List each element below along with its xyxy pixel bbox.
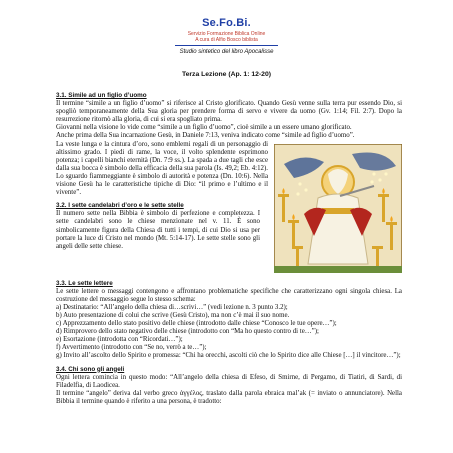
list-item: c) Apprezzamento dello stato positivo delle chiese (introdotto dalle chiese “Conosco le tue opere…”); [56, 320, 337, 328]
document-body [56, 92, 402, 406]
christ-among-candlesticks-illustration [274, 144, 402, 273]
section-heading: 3.2. I sette candelabri d’oro e le sette stelle [56, 202, 184, 210]
paragraph: Le sette lettere o messaggi contengono e affrontano problematiche specifiche che caratterizzano ogni singola chiesa. La costruzione del messaggio segue lo stesso schema: [56, 287, 402, 303]
section-heading: 3.1. Simile ad un figlio d’uomo [56, 92, 147, 99]
publisher-title: Se.Fo.Bi. [202, 17, 251, 29]
list-item: f) Avvertimento (introdotto con “Se no, verrò a te…”); [56, 344, 207, 352]
paragraph: La veste lunga e la cintura d’oro, sono emblemi regali di un personaggio di altissimo grado. I piedi di rame, la voce, il volto splendente esprimono potenza; i capelli bianchi eternità (Dn. 7:9 ss.). La spada a due tagli che esce dalla sua bocca è simbolo della efficacia della sua parola (Is. 49,2; Eb. 4:12). Lo sguardo fiammeggiante è simbolo di autorità e potenza (Dn. 10:6). Nella visione Gesù ha le caratteristiche tipiche di Dio: “il primo e l’ultimo e il vivente”. [56, 140, 268, 197]
list-item: d) Rimprovero dello stato negativo delle chiese (introdotto con “Ma ho questo contro di te…”); [56, 328, 319, 336]
list-item: a) Destinatario: “All’angelo della chiesa di…scrivi…” (vedi lezione n. 3 punto 3.2); [56, 303, 288, 311]
list-item: e) Esortazione (introdotta con “Ricordati…”); [56, 336, 183, 344]
paragraph: Il termine “angelo” deriva dal verbo greco ἀγγέλος, traslato dalla parola ebraica mal’ak (= inviato o annunciatore). Nella Bibbia il termine quando è riferito a una persona, è tradotto: [56, 389, 402, 405]
header-divider [175, 45, 278, 46]
study-title: Studio sintetico del libro Apocalisse [179, 49, 274, 55]
paragraph: Giovanni nella visione lo vide come “simile a un figlio d’uomo”, cioè simile a un essere umano glorificato. [56, 124, 352, 132]
publisher-subtitle: Servizio Formazione Biblica Online [187, 31, 266, 37]
publisher-author: A cura di Alfio Bosco biblista [195, 37, 258, 43]
list-item: g) Invito all’ascolto dello Spirito e promessa: “Chi ha orecchi, ascolti ciò che lo Spirito dice alle Chiese […] il vincitore…”); [56, 352, 401, 360]
section-2-body [56, 210, 260, 250]
section-heading: 3.3. Le sette lettere [56, 279, 113, 287]
paragraph: Il termine “simile a un figlio d’uomo” si riferisce al Cristo glorificato. Quando Gesù venne sulla terra pur essendo Dio, si spogliò temporaneamente della Sua gloria per prendere forma di servo e vivere da uomo (Gv. 1:14; Fil. 2:7). Dopo la resurrezione ritornò alla gloria, di cui si era spogliato prima. [56, 100, 402, 124]
paragraph: Ogni lettera comincia in questo modo: “All’angelo della chiesa di Efeso, di Smirne, di Pergamo, di Tiatiri, di Sardi, di Filadelfia, di Laodicea. [56, 373, 402, 389]
paragraph: Il numero sette nella Bibbia è simbolo di perfezione e completezza. I sette candelabri sono le chiese menzionate nel v. 11. È sono simbolicamente figura della Chiesa di tutti i tempi, di cui Dio si usa per portare la luce di Cristo nel mondo (Mt. 5:14-17). Le sette stelle sono gli angeli delle sette chiese. [56, 210, 260, 250]
paragraph: Anche prima della Sua incarnazione Gesù, in Daniele 7:13, veniva indicato come “simile ad figlio d’uomo”. [56, 132, 355, 140]
list-item: b) Auto presentazione di colui che scrive (Gesù Cristo), ma non c’è mai il suo nome. [56, 311, 290, 319]
lesson-title: Terza Lezione (Ap. 1: 12-20) [181, 71, 271, 78]
section-heading: 3.4. Chi sono gli angeli [56, 365, 125, 373]
